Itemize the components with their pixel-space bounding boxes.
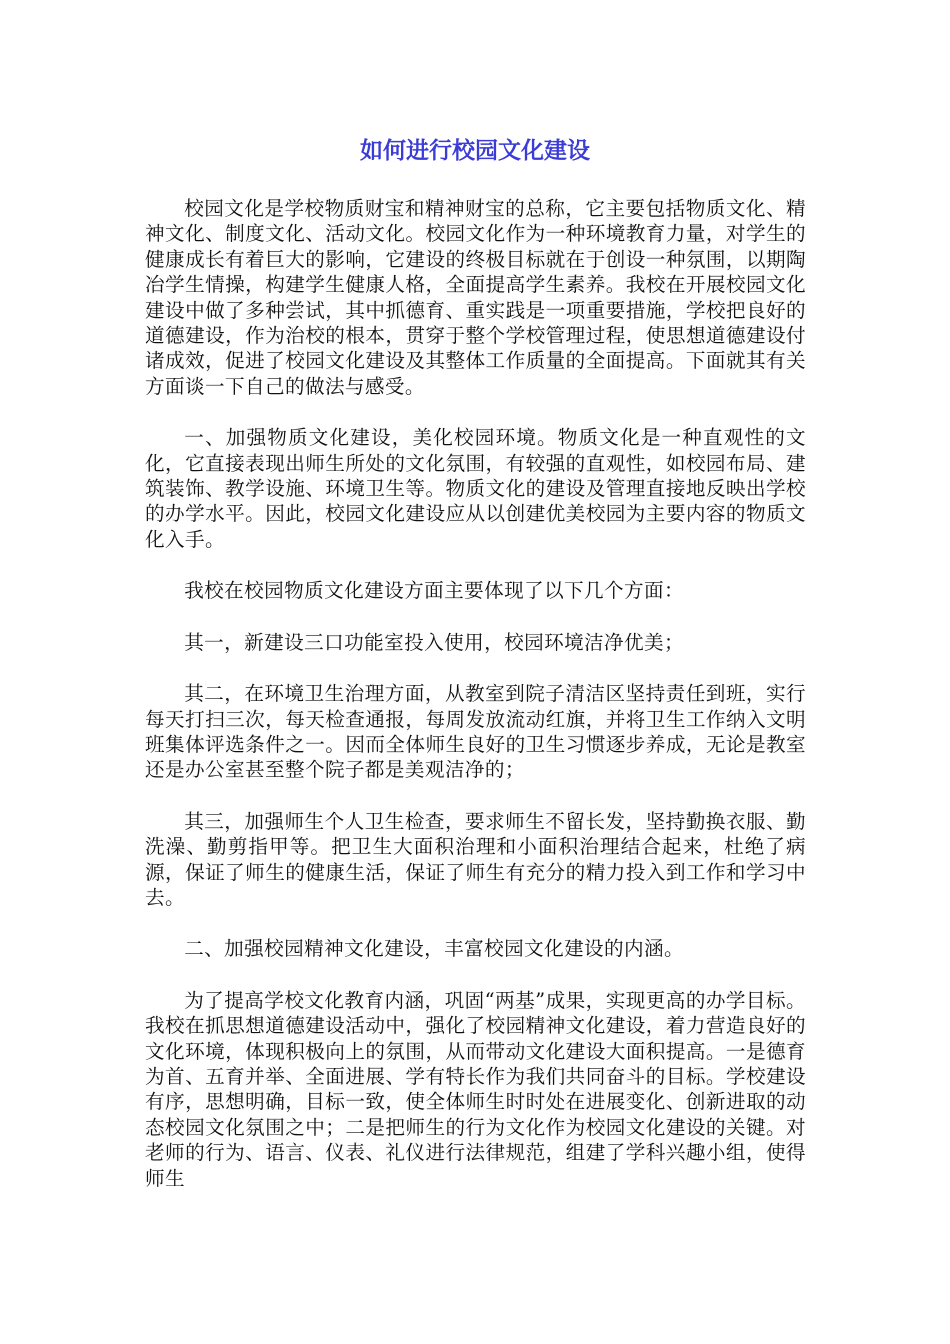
document-title: 如何进行校园文化建设 (360, 138, 590, 164)
document-body (145, 196, 806, 1217)
paragraph-material-culture: 一、加强物质文化建设，美化校园环境。物质文化是一种直观性的文化，它直接表现出师生所处的文化氛围，有较强的直观性，如校园布局、建筑装饰、教学设施、环境卫生等。物质文化的建设及管理直接地反映出学校的办学水平。因此，校园文化建设应从以创建优美校园为主要内容的物质文化入手。 (145, 426, 806, 551)
paragraph-point-one: 其一，新建设三口功能室投入使用，校园环境洁净优美； (184, 630, 685, 654)
paragraph-spiritual-culture-heading: 二、加强校园精神文化建设，丰富校园文化建设的内涵。 (184, 937, 685, 961)
paragraph-point-two: 其二，在环境卫生治理方面，从教室到院子清洁区坚持责任到班，实行每天打扫三次，每天检查通报，每周发放流动红旗，并将卫生工作纳入文明班集体评选条件之一。因而全体师生良好的卫生习惯逐步养成，无论是教室还是办公室甚至整个院子都是美观洁净的； (145, 682, 806, 782)
paragraph-intro: 校园文化是学校物质财宝和精神财宝的总称，它主要包括物质文化、精神文化、制度文化、活动文化。校园文化作为一种环境教育力量，对学生的健康成长有着巨大的影响，它建设的终极目标就在于创设一种氛围，以期陶冶学生情操，构建学生健康人格，全面提高学生素养。我校在开展校园文化建设中做了多种尝试，其中抓德育、重实践是一项重要措施，学校把良好的道德建设，作为治校的根本，贯穿于整个学校管理过程，使思想道德建设付诸成效，促进了校园文化建设及其整体工作质量的全面提高。下面就其有关方面谈一下自己的做法与感受。 (145, 197, 806, 398)
paragraph-spiritual-culture: 为了提高学校文化教育内涵，巩固“两基”成果，实现更高的办学目标。我校在抓思想道德建设活动中，强化了校园精神文化建设，着力营造良好的文化环境，体现积极向上的氛围，从而带动文化建设大面积提高。一是德育为首、五育并举、全面进展、学有特长作为我们共同奋斗的目标。学校建设有序，思想明确，目标一致，使全体师生时时处在进展变化、创新进取的动态校园文化氛围之中；二是把师生的行为文化作为校园文化建设的关键。对老师的行为、语言、仪表、礼仪进行法律规范，组建了学科兴趣小组，使得师生 (145, 988, 806, 1190)
paragraph-aspects-intro: 我校在校园物质文化建设方面主要体现了以下几个方面： (184, 579, 685, 603)
paragraph-point-three: 其三，加强师生个人卫生检查，要求师生不留长发，坚持勤换衣服、勤洗澡、勤剪指甲等。把卫生大面积治理和小面积治理结合起来，杜绝了病源，保证了师生的健康生活，保证了师生有充分的精力投入到工作和学习中去。 (145, 809, 806, 909)
